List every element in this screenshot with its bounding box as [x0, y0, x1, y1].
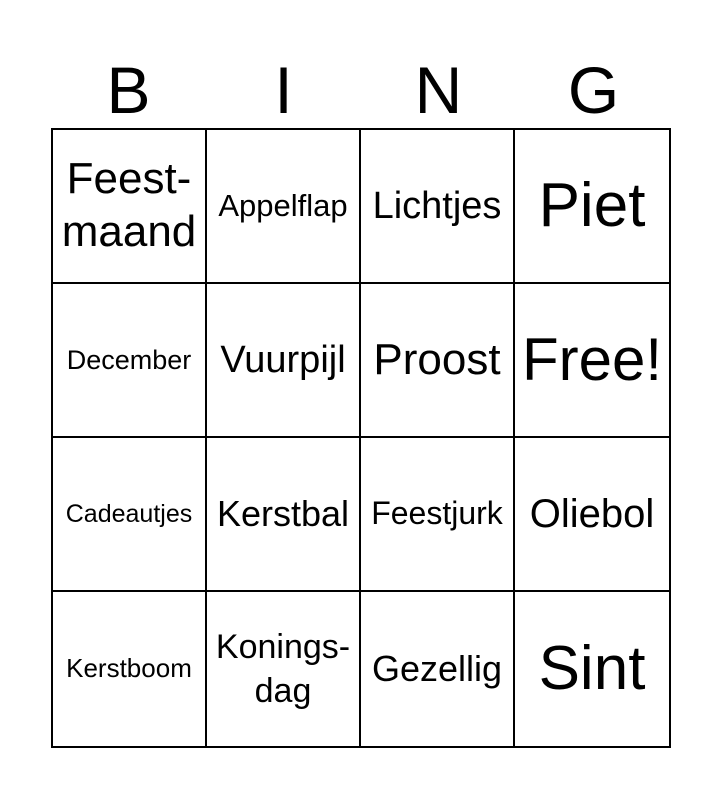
bingo-cell-label: Konings- dag	[215, 627, 351, 710]
bingo-cell-r4-c1[interactable]	[53, 592, 207, 746]
bingo-cell-r1-c1[interactable]	[53, 130, 207, 284]
bingo-cell-label: Appelflap	[218, 187, 348, 223]
bingo-header	[51, 52, 671, 128]
bingo-cell-r2-c3[interactable]	[361, 284, 515, 438]
bingo-cell-label: Lichtjes	[372, 184, 502, 227]
bingo-cell-r2-c4[interactable]	[515, 284, 669, 438]
bingo-cell-label: Gezellig	[371, 647, 503, 689]
bingo-cell-r2-c1[interactable]	[53, 284, 207, 438]
bingo-cell-label: Feest- maand	[61, 154, 197, 256]
bingo-cell-label: Kerstbal	[216, 492, 350, 534]
bingo-cell-label: Sint	[538, 634, 646, 704]
bingo-cell-label: Free!	[521, 326, 663, 394]
header-letter-n: N	[414, 53, 463, 127]
bingo-cell-r1-c3[interactable]	[361, 130, 515, 284]
header-letter-i: I	[274, 53, 293, 127]
header-letter-b: B	[106, 53, 151, 127]
bingo-board	[51, 128, 671, 748]
bingo-cell-r3-c2[interactable]	[207, 438, 361, 592]
bingo-cell-r4-c4[interactable]	[515, 592, 669, 746]
bingo-cell-r2-c2[interactable]	[207, 284, 361, 438]
bingo-cell-r3-c1[interactable]	[53, 438, 207, 592]
bingo-cell-r3-c4[interactable]	[515, 438, 669, 592]
bingo-cell-label: Feestjurk	[371, 495, 503, 532]
bingo-cell-r3-c3[interactable]	[361, 438, 515, 592]
bingo-cell-label: Cadeautjes	[65, 500, 193, 528]
bingo-cell-r1-c4[interactable]	[515, 130, 669, 284]
bingo-cell-label: December	[66, 344, 192, 375]
bingo-cell-label: Vuurpijl	[220, 338, 346, 381]
bingo-cell-label: Piet	[538, 171, 646, 241]
bingo-cell-label: Oliebol	[529, 491, 655, 536]
bingo-cell-r4-c3[interactable]	[361, 592, 515, 746]
bingo-cell-label: Proost	[373, 335, 501, 385]
bingo-cell-r1-c2[interactable]	[207, 130, 361, 284]
bingo-cell-label: Kerstboom	[66, 653, 192, 684]
bingo-cell-r4-c2[interactable]	[207, 592, 361, 746]
header-letter-g: G	[567, 53, 620, 127]
